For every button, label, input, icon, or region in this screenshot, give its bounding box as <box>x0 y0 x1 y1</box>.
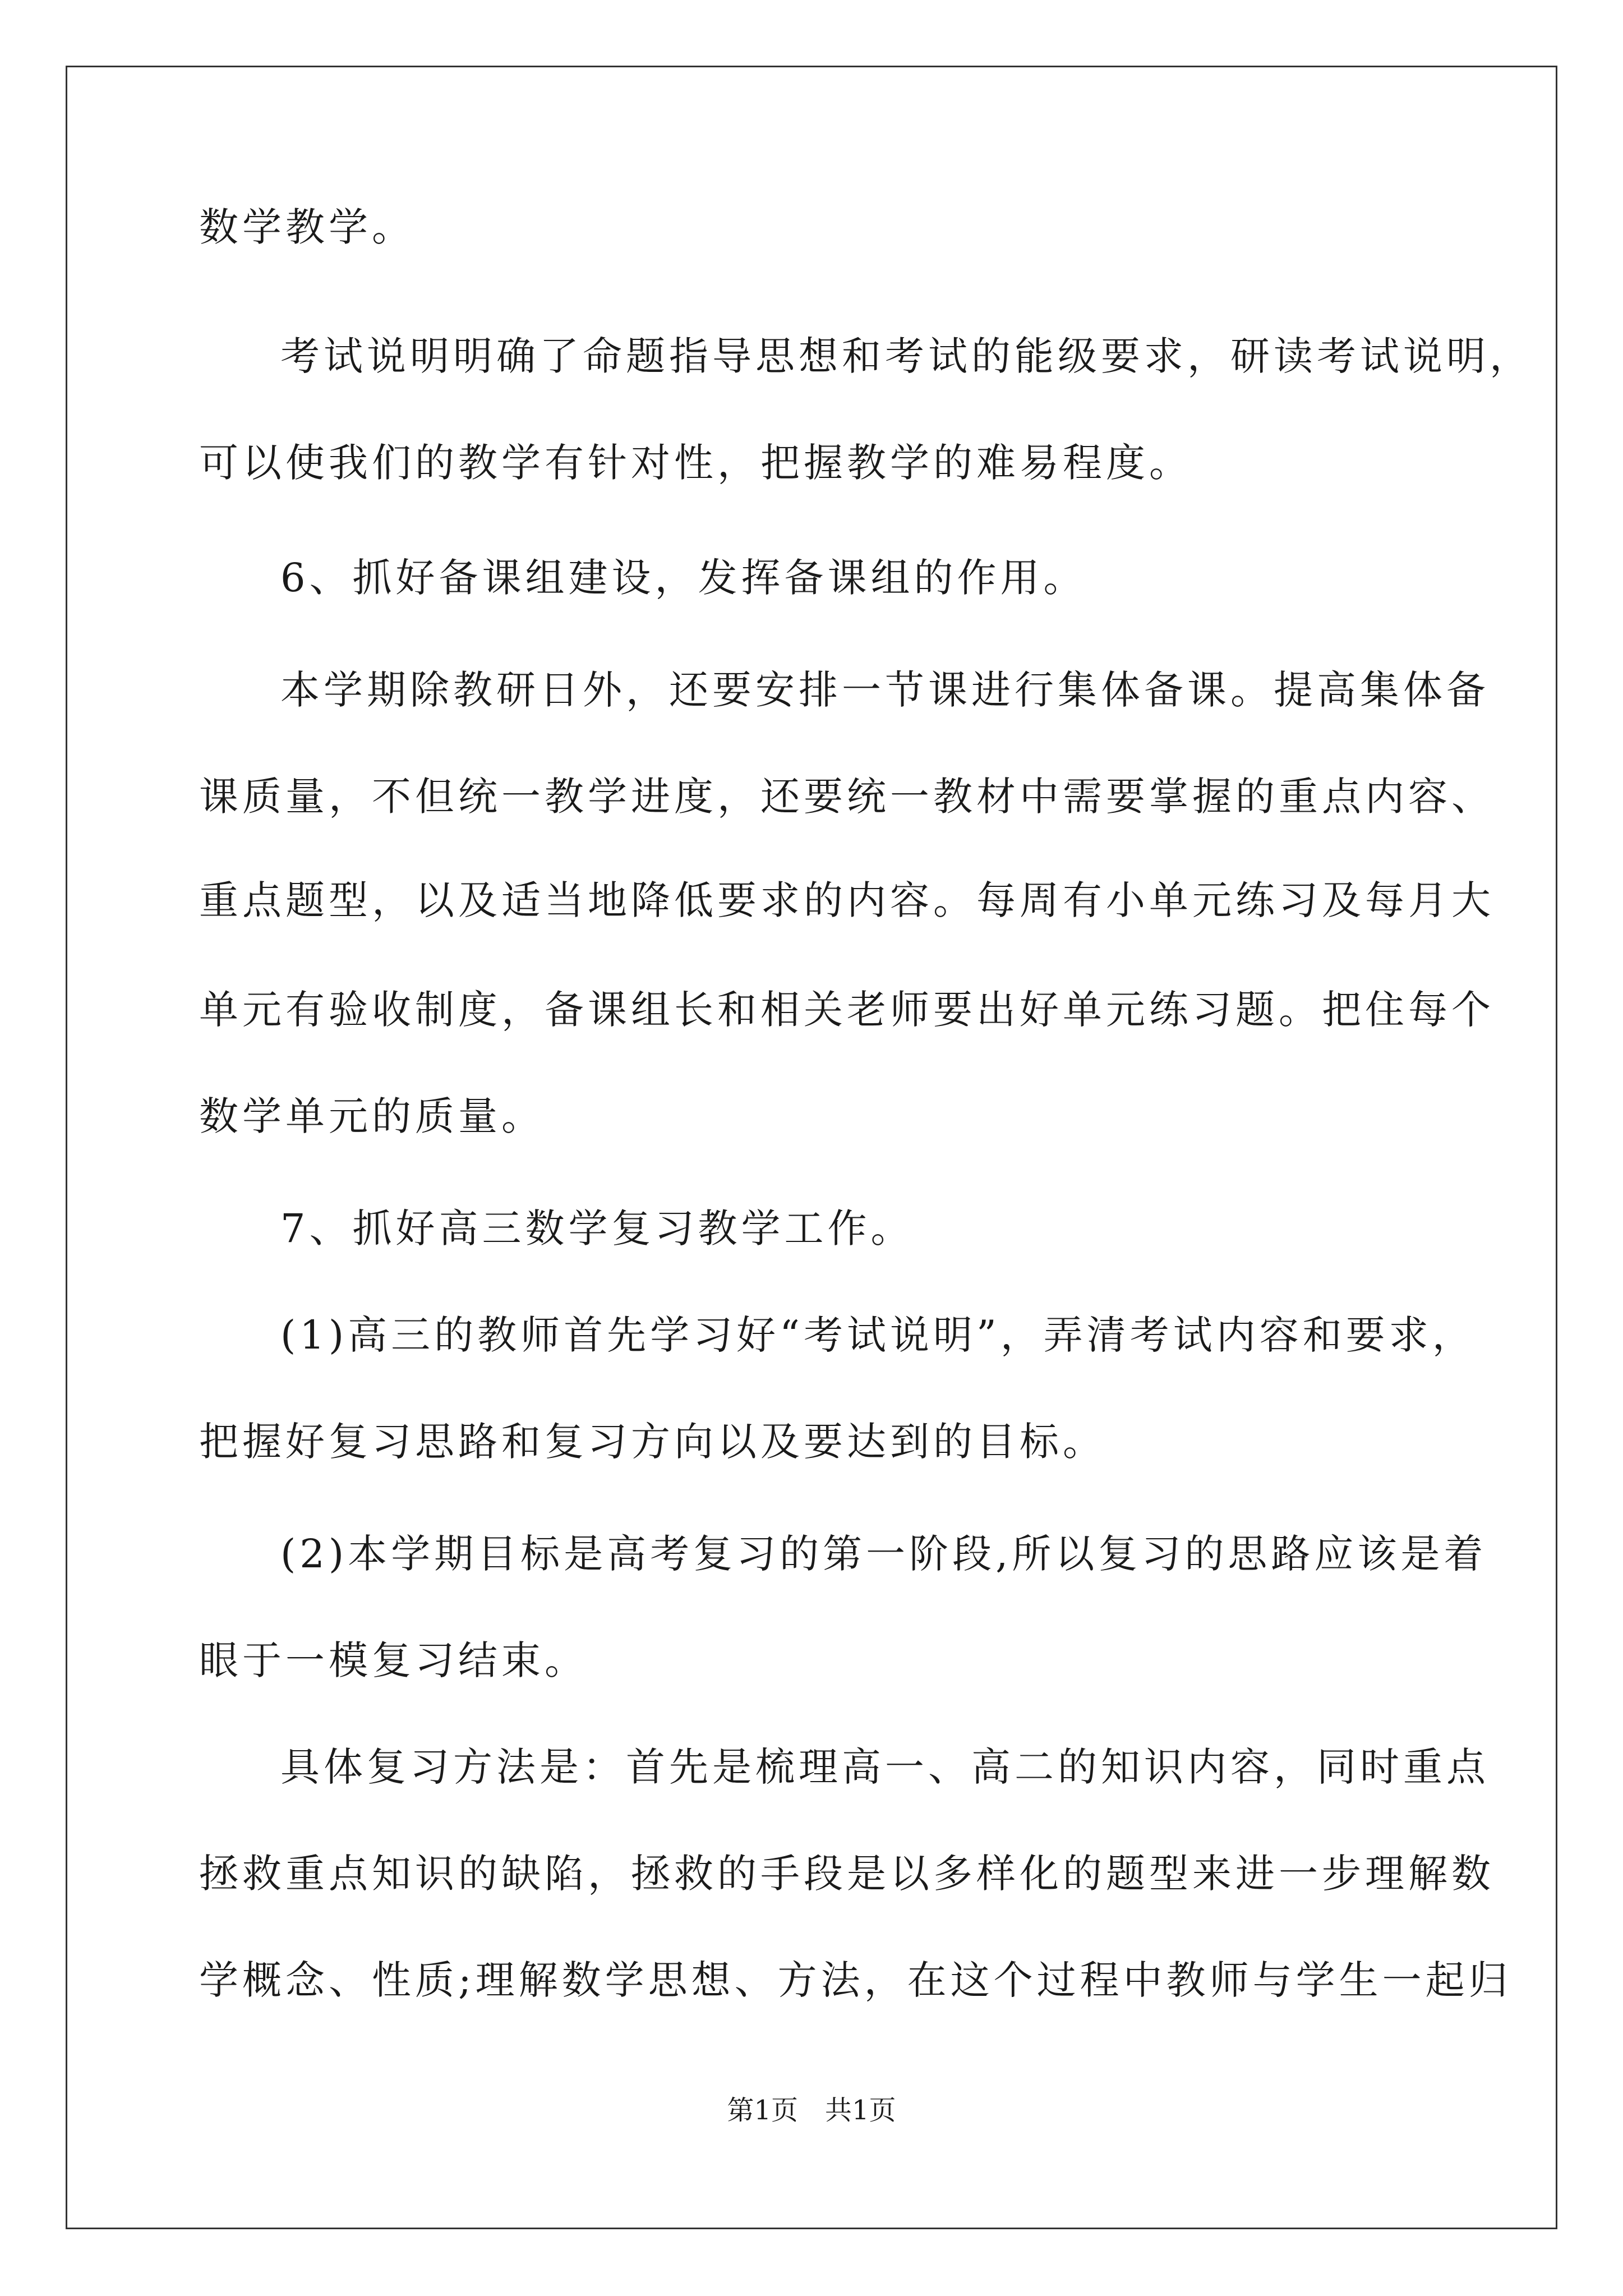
text-line: 可以使我们的教学有针对性，把握教学的难易程度。 <box>199 440 1192 486</box>
page-border <box>66 66 1557 2229</box>
text-line: 单元有验收制度，备课组长和相关老师要出好单元练习题。把住每个 <box>199 987 1495 1033</box>
text-line: 具体复习方法是：首先是梳理高一、高二的知识内容，同时重点 <box>280 1744 1490 1790</box>
text-line: (2)本学期目标是高考复习的第一阶段,所以复习的思路应该是着 <box>280 1531 1487 1577</box>
text-line: 眼于一模复习结束。 <box>199 1637 588 1683</box>
text-line: 考试说明明确了命题指导思想和考试的能级要求，研读考试说明， <box>280 333 1533 379</box>
text-line: 数学单元的质量。 <box>199 1093 545 1139</box>
text-line: 7、抓好高三数学复习教学工作。 <box>280 1205 914 1251</box>
text-line: 数学教学。 <box>199 204 415 250</box>
page-number-footer: 第1页 共1页 <box>727 2095 896 2126</box>
text-line: 学概念、性质;理解数学思想、方法，在这个过程中教师与学生一起归 <box>199 1957 1512 2003</box>
text-line: 课质量，不但统一教学进度，还要统一教材中需要掌握的重点内容、 <box>199 774 1495 820</box>
text-line: (1)高三的教师首先学习好“考试说明”，弄清考试内容和要求， <box>280 1312 1476 1358</box>
text-line: 把握好复习思路和复习方向以及要达到的目标。 <box>199 1419 1106 1465</box>
text-line: 6、抓好备课组建设，发挥备课组的作用。 <box>280 555 1087 601</box>
text-line: 拯救重点知识的缺陷，拯救的手段是以多样化的题型来进一步理解数 <box>199 1851 1495 1897</box>
text-line: 本学期除教研日外，还要安排一节课进行集体备课。提高集体备 <box>280 667 1490 713</box>
text-line: 重点题型，以及适当地降低要求的内容。每周有小单元练习及每月大 <box>199 877 1495 923</box>
